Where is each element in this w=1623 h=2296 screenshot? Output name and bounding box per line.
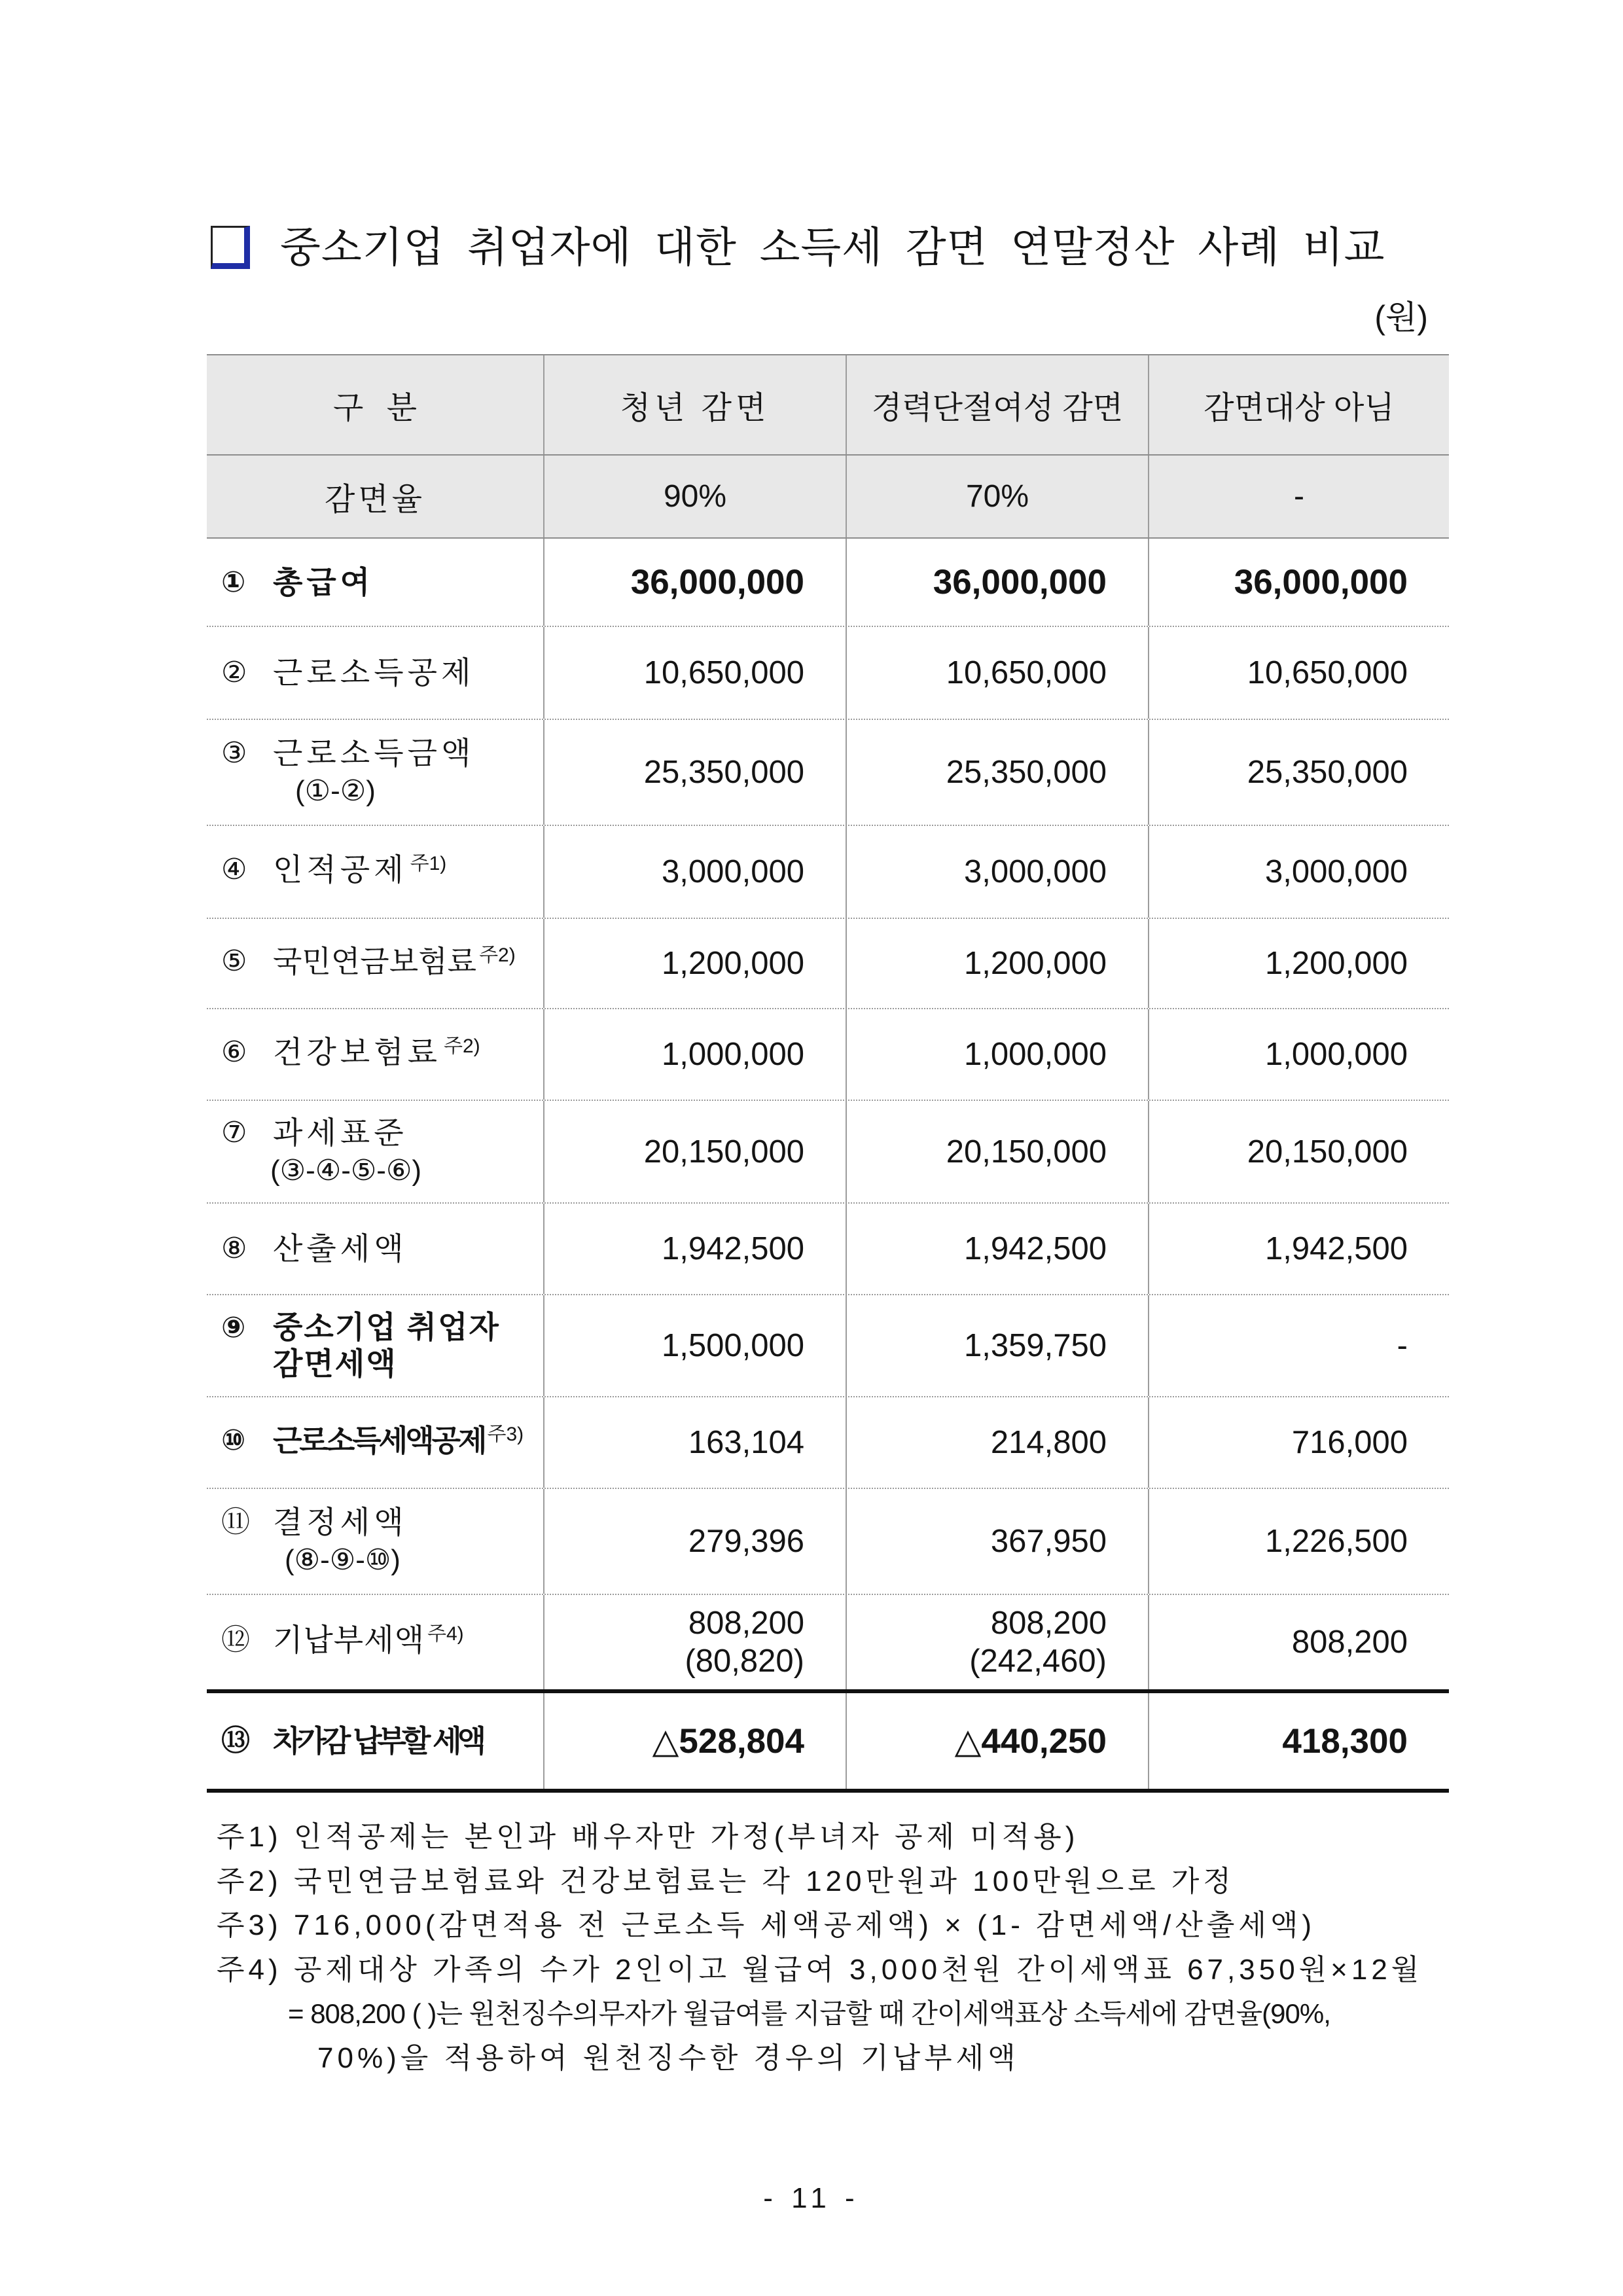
row-number: ⑤ — [221, 944, 247, 978]
row-label-cell — [207, 1204, 543, 1294]
table-header-row — [207, 354, 1449, 454]
table-row-earned-income-deduction — [207, 626, 1449, 719]
value-not-eligible: 10,650,000 — [1148, 627, 1449, 719]
footnote-2: 주2) 국민연금보험료와 건강보험료는 각 120만원과 100만원으로 가정 — [217, 1865, 1235, 1897]
value-youth: 36,000,000 — [543, 539, 846, 626]
value-youth: 1,942,500 — [543, 1204, 846, 1294]
value-career-break-women: 10,650,000 — [846, 627, 1148, 719]
row-label-cell — [207, 1101, 543, 1202]
value-career-break-women: 70% — [846, 456, 1148, 537]
row-number: ④ — [221, 852, 247, 886]
value-youth: 90% — [543, 456, 846, 537]
table-row-reduction-rate — [207, 454, 1449, 537]
value-not-eligible: 20,150,000 — [1148, 1101, 1449, 1202]
row-label-text: 총급여 — [273, 564, 374, 600]
value-career-break-women: 214,800 — [846, 1397, 1148, 1488]
row-label-text: 결정세액 — [273, 1505, 408, 1539]
value-not-eligible: 36,000,000 — [1148, 539, 1449, 626]
withheld-amount: (80,820) — [685, 1643, 804, 1679]
row-number: ⑦ — [221, 1115, 247, 1149]
header-not-eligible: 감면대상 아님 — [1148, 355, 1449, 454]
withheld-amount: (242,460) — [969, 1643, 1107, 1679]
value-not-eligible: - — [1148, 456, 1449, 537]
row-label-cell — [207, 1397, 543, 1488]
row-number: ③ — [221, 736, 247, 770]
value-youth: 3,000,000 — [543, 826, 846, 918]
table-row-national-pension — [207, 918, 1449, 1008]
footnote-1: 주1) 인적공제는 본인과 배우자만 가정(부녀자 공제 미적용) — [217, 1821, 1079, 1853]
footnote-ref: 주3) — [487, 1423, 524, 1445]
row-label-cell — [207, 1595, 543, 1689]
value-not-eligible: 1,000,000 — [1148, 1009, 1449, 1100]
row-label-text: 국민연금보험료 — [273, 944, 477, 978]
table-row-prepaid-tax — [207, 1594, 1449, 1689]
value-youth: △528,804 — [543, 1693, 846, 1789]
row-label-text: 과세표준 — [273, 1115, 408, 1150]
value-youth: 1,200,000 — [543, 919, 846, 1008]
row-label-cell — [207, 1693, 543, 1789]
prepaid-amount: 808,200 — [688, 1605, 804, 1641]
row-label-text: 중소기업 취업자 — [273, 1310, 500, 1344]
row-number: ⑬ — [221, 1724, 250, 1757]
footnote-ref: 주2) — [479, 944, 516, 966]
table-row-earned-income-amount — [207, 719, 1449, 825]
value-not-eligible: 1,226,500 — [1148, 1489, 1449, 1594]
row-number: ⑥ — [221, 1035, 247, 1069]
header-career-break-women-reduction: 경력단절여성 감면 — [846, 355, 1148, 454]
value-youth — [543, 1595, 846, 1689]
value-youth: 163,104 — [543, 1397, 846, 1488]
row-label-text: 산출세액 — [273, 1231, 408, 1266]
footnote-3: 주3) 716,000(감면적용 전 근로소득 세액공제액) × (1- 감면세액/산출세액) — [217, 1909, 1315, 1941]
row-label-cell — [207, 1295, 543, 1396]
value-career-break-women: 20,150,000 — [846, 1101, 1148, 1202]
row-label-text: 근로소득세액공제 — [273, 1423, 485, 1458]
value-career-break-women: 3,000,000 — [846, 826, 1148, 918]
value-not-eligible: 716,000 — [1148, 1397, 1449, 1488]
footnote-4-continued: = 808,200 ( )는 원천징수의무자가 월급여를 지급할 때 간이세액표상 소득세에 감면율(90%, — [288, 1998, 1330, 2029]
row-formula: (③-④-⑤-⑥) — [270, 1154, 422, 1187]
value-career-break-women: 367,950 — [846, 1489, 1148, 1594]
footnote-ref: 주2) — [444, 1035, 480, 1057]
row-label-cell — [207, 1009, 543, 1100]
table-row-health-insurance — [207, 1008, 1449, 1100]
row-label-text: 건강보험료 — [273, 1034, 442, 1069]
prepaid-amount: 808,200 — [990, 1605, 1107, 1641]
value-career-break-women: 1,200,000 — [846, 919, 1148, 1008]
value-youth: 1,500,000 — [543, 1295, 846, 1396]
table-row-total-salary — [207, 537, 1449, 626]
value-youth: 1,000,000 — [543, 1009, 846, 1100]
row-label-cell — [207, 627, 543, 719]
value-not-eligible: 418,300 — [1148, 1693, 1449, 1789]
table-row-determined-tax — [207, 1488, 1449, 1594]
row-label-cell — [207, 539, 543, 626]
page-number: - 11 - — [763, 2182, 860, 2214]
value-not-eligible: 808,200 — [1148, 1595, 1449, 1689]
row-label-text: 차가감 납부할 세액 — [273, 1724, 482, 1758]
value-not-eligible: 3,000,000 — [1148, 826, 1449, 918]
value-youth: 10,650,000 — [543, 627, 846, 719]
rate-label: 감면율 — [324, 482, 426, 517]
row-label-cell — [207, 919, 543, 1008]
checkbox-bullet-icon — [211, 226, 250, 269]
table-row-earned-income-tax-credit — [207, 1396, 1449, 1488]
value-career-break-women: △440,250 — [846, 1693, 1148, 1789]
footnote-4-continued: 70%)을 적용하여 원천징수한 경우의 기납부세액 — [317, 2041, 1020, 2074]
value-career-break-women: 25,350,000 — [846, 720, 1148, 825]
value-career-break-women: 1,000,000 — [846, 1009, 1148, 1100]
unit-label: (원) — [1374, 299, 1428, 336]
row-label-text: 근로소득공제 — [273, 655, 475, 690]
footnote-4: 주4) 공제대상 가족의 수가 2인이고 월급여 3,000천원 간이세액표 67,350원×12월 — [217, 1953, 1423, 1986]
value-youth: 279,396 — [543, 1489, 846, 1594]
row-formula: (①-②) — [295, 775, 376, 807]
row-label-cell — [207, 720, 543, 825]
value-career-break-women: 1,942,500 — [846, 1204, 1148, 1294]
value-not-eligible: - — [1148, 1295, 1449, 1396]
value-career-break-women: 36,000,000 — [846, 539, 1148, 626]
page-title: 중소기업 취업자에 대한 소득세 감면 연말정산 사례 비교 — [280, 224, 1385, 271]
row-label-text-line2: 감면세액 — [273, 1346, 397, 1381]
value-career-break-women: 1,359,750 — [846, 1295, 1148, 1396]
row-number: ⑧ — [221, 1232, 247, 1265]
value-career-break-women — [846, 1595, 1148, 1689]
table-row-tax-base — [207, 1100, 1449, 1202]
header-youth-reduction: 청년 감면 — [543, 355, 846, 454]
table-row-sme-reduction — [207, 1294, 1449, 1396]
row-label-cell — [207, 826, 543, 918]
value-not-eligible: 25,350,000 — [1148, 720, 1449, 825]
row-number: ⑩ — [221, 1423, 246, 1457]
row-label-cell — [207, 1489, 543, 1594]
row-number: ⑫ — [221, 1623, 250, 1657]
table-row-calculated-tax — [207, 1202, 1449, 1294]
row-label-text: 기납부세액 — [273, 1622, 425, 1657]
table-row-tax-payable — [207, 1689, 1449, 1793]
row-number: ⑪ — [221, 1505, 250, 1539]
row-formula: (⑧-⑨-⑩) — [285, 1544, 401, 1576]
footnote-ref: 주4) — [427, 1623, 464, 1645]
comparison-table — [207, 354, 1449, 1793]
section-title — [211, 221, 1385, 274]
table-row-personal-deduction — [207, 825, 1449, 918]
row-number: ⑨ — [221, 1311, 246, 1344]
row-number: ② — [221, 656, 247, 689]
footnote-ref: 주1) — [410, 852, 447, 874]
row-number: ① — [221, 565, 246, 599]
footnotes — [217, 1815, 1423, 2080]
value-youth: 20,150,000 — [543, 1101, 846, 1202]
value-not-eligible: 1,942,500 — [1148, 1204, 1449, 1294]
value-not-eligible: 1,200,000 — [1148, 919, 1449, 1008]
row-label-text: 인적공제 — [273, 852, 408, 887]
row-label-text: 근로소득금액 — [273, 736, 475, 770]
value-youth: 25,350,000 — [543, 720, 846, 825]
header-category: 구 분 — [332, 391, 418, 425]
